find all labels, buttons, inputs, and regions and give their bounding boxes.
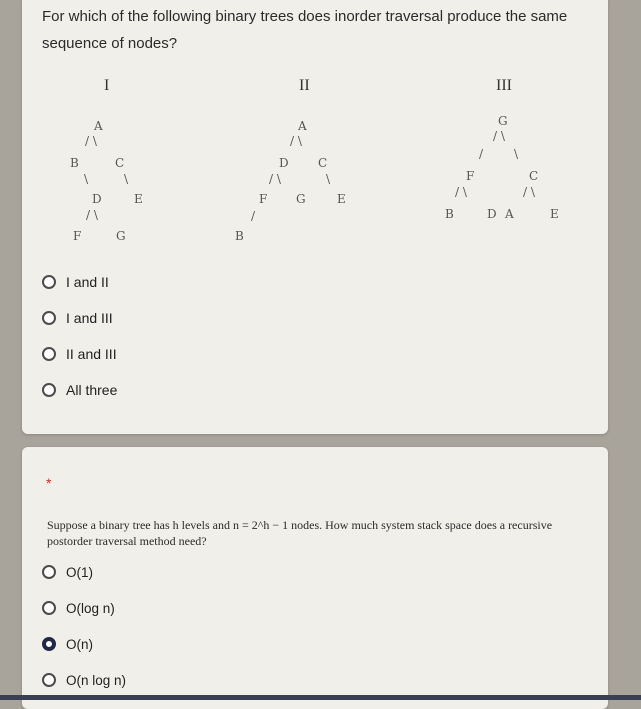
tree-edge: / \: [269, 172, 281, 186]
option-i-and-iii[interactable]: [42, 300, 117, 336]
option-o-n[interactable]: [42, 626, 126, 662]
radio-button[interactable]: [42, 275, 56, 289]
option-o-n-log-n[interactable]: [42, 662, 126, 698]
question-2-options: [42, 554, 126, 698]
tree-node: G: [296, 192, 306, 206]
tree-3-label: III: [496, 77, 512, 94]
tree-edge: \: [326, 172, 331, 186]
option-label: II and III: [66, 346, 117, 362]
tree-node: A: [94, 119, 103, 133]
radio-button-selected[interactable]: [42, 637, 56, 651]
option-all-three[interactable]: [42, 372, 117, 408]
tree-node: D: [92, 192, 102, 206]
tree-edge: \: [514, 147, 519, 161]
radio-button[interactable]: [42, 347, 56, 361]
option-i-and-ii[interactable]: [42, 264, 117, 300]
tree-node: B: [70, 156, 79, 170]
tree-1-label: I: [104, 77, 110, 94]
tree-edge: /: [251, 209, 256, 223]
option-label: O(log n): [66, 600, 115, 616]
tree-node: G: [498, 114, 508, 128]
question-2-text: Suppose a binary tree has h levels and n = 2^h − 1 nodes. How much system stack space does a recursive postorder traversal method need?: [47, 518, 553, 548]
option-label: O(n): [66, 636, 93, 652]
question-card-2: [22, 447, 608, 709]
tree-node: D: [487, 207, 497, 221]
tree-diagram-2: [222, 59, 397, 264]
tree-diagram-3: [417, 59, 592, 264]
tree-node: C: [115, 156, 125, 170]
tree-node: D: [279, 156, 289, 170]
tree-edge: / \: [455, 185, 467, 199]
tree-node: E: [550, 207, 559, 221]
tree-diagram-1: [42, 59, 217, 264]
tree-node: A: [298, 119, 307, 133]
tree-node: C: [529, 169, 539, 183]
tree-edge: /: [479, 147, 484, 161]
option-label: All three: [66, 382, 118, 398]
tree-node: E: [134, 192, 143, 206]
option-label: O(n log n): [66, 672, 127, 688]
tree-edge: / \: [523, 185, 535, 199]
tree-edge: / \: [85, 134, 97, 148]
tree-node: G: [116, 229, 126, 243]
tree-edge: / \: [493, 129, 505, 143]
required-asterisk: *: [46, 475, 52, 491]
option-label: I and III: [66, 310, 113, 326]
radio-button[interactable]: [42, 565, 56, 579]
tree-edge: \: [124, 172, 129, 186]
tree-edge: \: [84, 172, 89, 186]
tree-node: B: [445, 207, 454, 221]
radio-button[interactable]: [42, 311, 56, 325]
option-label: I and II: [66, 274, 109, 290]
bottom-bar: [0, 695, 641, 700]
question-card-1: [22, 0, 608, 434]
option-ii-and-iii[interactable]: [42, 336, 117, 372]
question-1-text: For which of the following binary trees does inorder traversal produce the same sequence of nodes?: [42, 8, 568, 52]
tree-node: E: [337, 192, 346, 206]
tree-node: C: [318, 156, 328, 170]
tree-node: F: [73, 229, 82, 243]
option-label: O(1): [66, 564, 93, 580]
radio-button[interactable]: [42, 673, 56, 687]
option-o-1[interactable]: [42, 554, 126, 590]
option-o-log-n[interactable]: [42, 590, 126, 626]
tree-node: A: [505, 207, 514, 221]
tree-2-label: II: [299, 77, 310, 94]
tree-node: F: [259, 192, 268, 206]
tree-edge: / \: [86, 208, 98, 222]
tree-node: F: [466, 169, 475, 183]
tree-node: B: [235, 229, 244, 243]
radio-button[interactable]: [42, 601, 56, 615]
radio-button[interactable]: [42, 383, 56, 397]
tree-edge: / \: [290, 134, 302, 148]
question-1-options: [42, 264, 117, 408]
